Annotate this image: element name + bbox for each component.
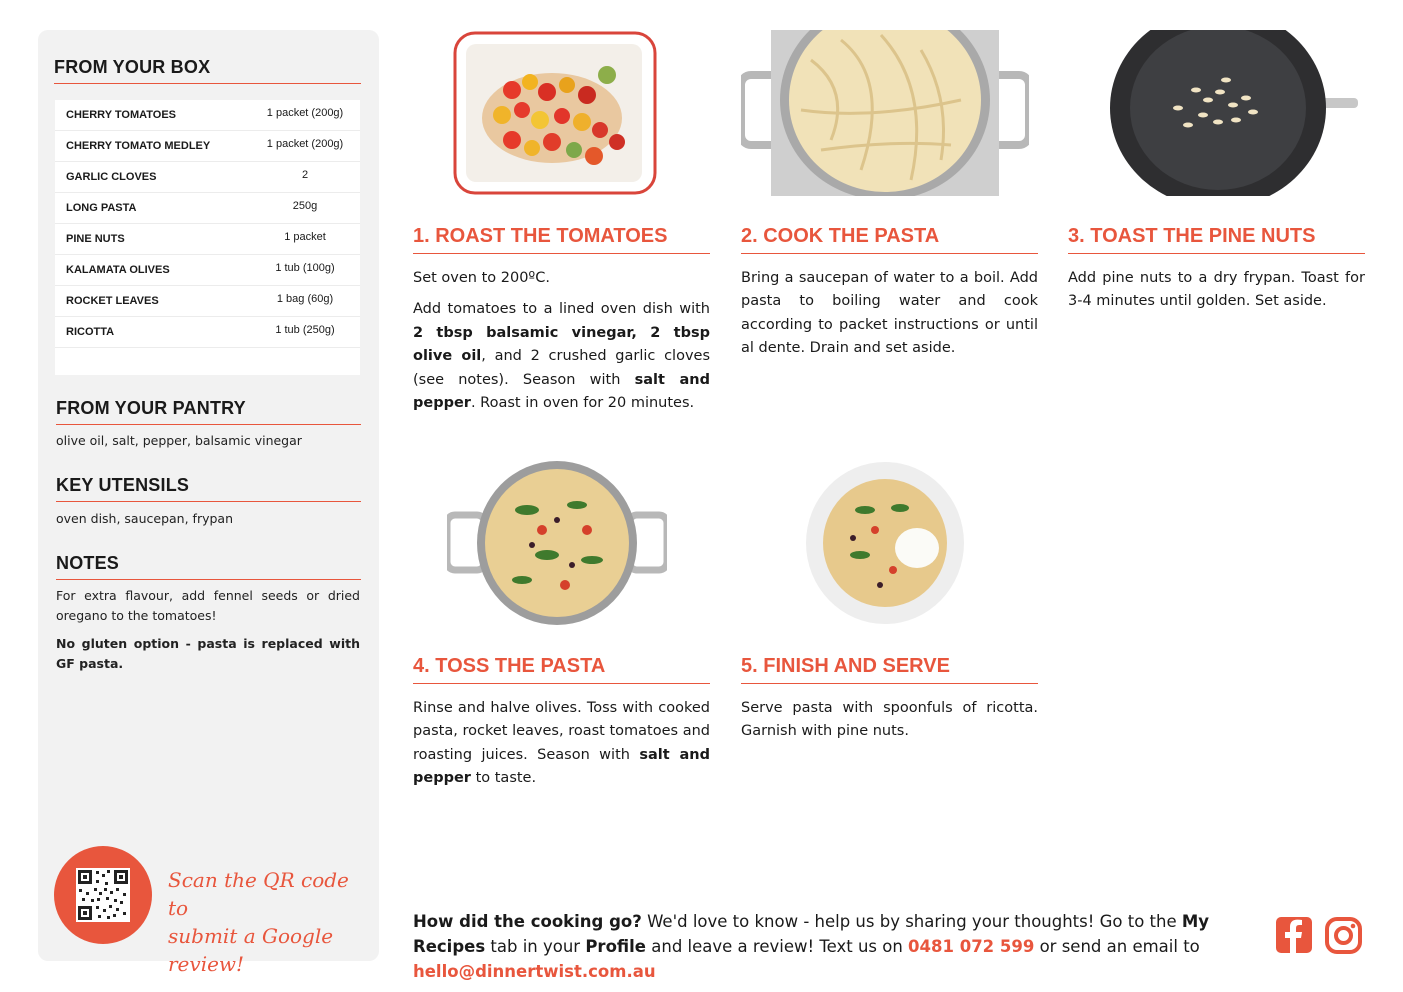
table-row xyxy=(55,255,360,286)
step-3-text: Add pine nuts to a dry frypan. Toast for 3-4 minutes until golden. Set aside. xyxy=(1068,270,1365,310)
table-row xyxy=(55,317,360,348)
roasted-tomatoes-photo xyxy=(452,30,658,196)
review-footer: How did the cooking go? We'd love to know - help us by sharing your thoughts! Go to the My Recipes tab in your Profile and leave a review! Text us on 0481 072 599 or send an email to hello@dinnertwist.com.au xyxy=(413,912,1210,981)
table-row xyxy=(55,224,360,255)
ingredient-name: PINE NUTS xyxy=(66,233,125,245)
my-recipes-label: My Recipes xyxy=(413,912,1210,956)
ingredient-name: ROCKET LEAVES xyxy=(66,295,159,307)
ingredient-qty: 250g xyxy=(292,200,318,212)
instagram-icon[interactable] xyxy=(1325,917,1363,955)
footer-question: How did the cooking go? xyxy=(413,912,642,931)
ingredient-name: KALAMATA OLIVES xyxy=(66,264,170,276)
pantry-text: olive oil, salt, pepper, balsamic vinegar xyxy=(56,433,302,448)
qr-code[interactable] xyxy=(76,868,130,922)
ingredient-name: CHERRY TOMATO MEDLEY xyxy=(66,140,211,152)
qr-code-badge[interactable] xyxy=(54,846,152,944)
step-5-body xyxy=(741,697,1038,752)
pasta-pot-photo xyxy=(741,30,1029,196)
ingredient-name: CHERRY TOMATOES xyxy=(66,109,177,121)
step-2-text: Bring a saucepan of water to a boil. Add pasta to boiling water and cook according to packet instructions or until al dente. Drain and set aside. xyxy=(741,270,1038,357)
ingredient-qty: 1 packet (200g) xyxy=(266,107,344,119)
step-4-body xyxy=(413,697,710,799)
notes-gluten: No gluten option - pasta is replaced with GF pasta. xyxy=(56,636,360,671)
step-2-body xyxy=(741,267,1038,369)
step-5-text: Serve pasta with spoonfuls of ricotta. Garnish with pine nuts. xyxy=(741,700,1038,740)
ingredients-table xyxy=(55,100,360,375)
ingredients-sidebar xyxy=(38,30,379,976)
table-row xyxy=(55,162,360,193)
served-pasta-photo xyxy=(805,460,965,626)
key-utensils-heading: KEY UTENSILS xyxy=(56,475,361,502)
facebook-icon[interactable] xyxy=(1276,917,1314,955)
phone-link[interactable]: 0481 072 599 xyxy=(908,937,1035,956)
step-5-title: 5. FINISH AND SERVE xyxy=(741,655,1038,684)
step-1-text-2: Add tomatoes to a lined oven dish with 2 tbsp balsamic vinegar, 2 tbsp olive oil, and 2 crushed garlic cloves (see notes). Season with salt and pepper. Roast in oven for 20 minutes. xyxy=(413,301,710,412)
utensils-text: oven dish, saucepan, frypan xyxy=(56,511,233,526)
step-4-title: 4. TOSS THE PASTA xyxy=(413,655,710,684)
ingredient-name: LONG PASTA xyxy=(66,202,137,214)
ingredient-qty: 1 bag (60g) xyxy=(276,293,334,305)
notes-text xyxy=(56,586,360,682)
ingredient-qty: 1 tub (100g) xyxy=(275,262,335,274)
notes-flavour: For extra flavour, add fennel seeds or dried oregano to the tomatoes! xyxy=(56,588,360,623)
step-4-text: Rinse and halve olives. Toss with cooked pasta, rocket leaves, roast tomatoes and roasting juices. Season with salt and pepper to taste. xyxy=(413,700,710,787)
pine-nuts-pan-photo xyxy=(1108,30,1358,196)
step-2-title: 2. COOK THE PASTA xyxy=(741,225,1038,254)
table-row xyxy=(55,286,360,317)
qr-review-prompt xyxy=(168,866,373,978)
step-1-text-1: Set oven to 200ºC. xyxy=(413,270,550,286)
step-1-body xyxy=(413,267,710,423)
ingredient-name: RICOTTA xyxy=(66,326,115,338)
table-row xyxy=(55,131,360,162)
ingredient-qty: 1 packet (200g) xyxy=(266,138,344,150)
table-row xyxy=(55,193,360,224)
table-row xyxy=(55,100,360,131)
qr-text-line1: Scan the QR code to xyxy=(168,868,349,920)
qr-text-line2: submit a Google review! xyxy=(168,924,334,976)
ingredient-name: GARLIC CLOVES xyxy=(66,171,157,183)
notes-heading: NOTES xyxy=(56,553,361,580)
email-link[interactable]: hello@dinnertwist.com.au xyxy=(413,962,656,981)
ingredient-qty: 1 tub (250g) xyxy=(275,324,335,336)
from-your-box-heading: FROM YOUR BOX xyxy=(54,57,361,84)
ingredient-qty: 2 xyxy=(301,169,309,181)
step-3-body xyxy=(1068,267,1365,322)
step-1-title: 1. ROAST THE TOMATOES xyxy=(413,225,710,254)
ingredient-qty: 1 packet xyxy=(284,231,326,243)
from-your-pantry-heading: FROM YOUR PANTRY xyxy=(56,398,361,425)
profile-label: Profile xyxy=(585,937,646,956)
tossed-pasta-photo xyxy=(447,460,667,626)
step-3-title: 3. TOAST THE PINE NUTS xyxy=(1068,225,1365,254)
